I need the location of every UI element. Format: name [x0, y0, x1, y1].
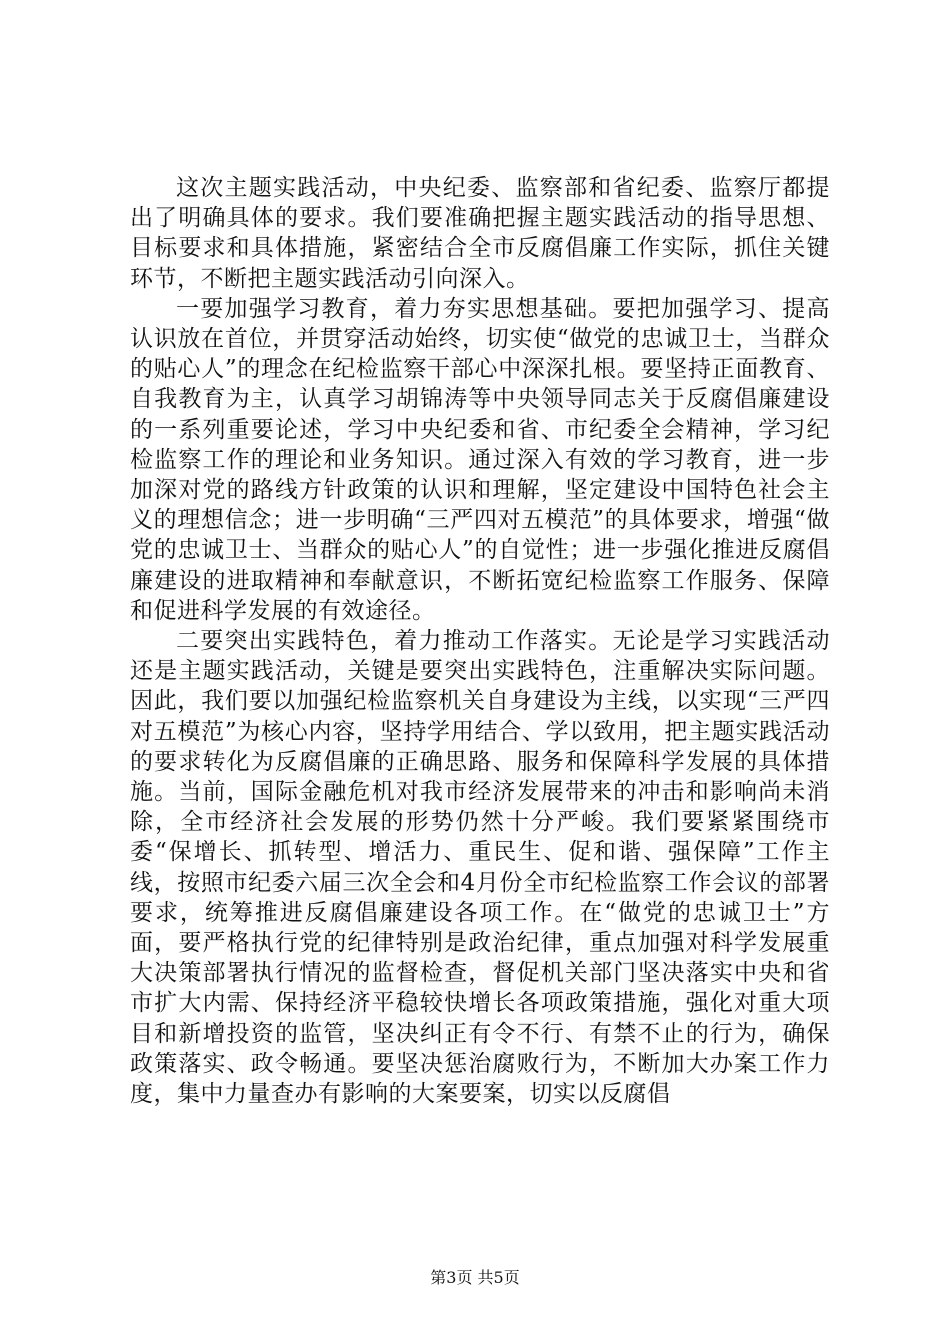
paragraph-practice-features: 二要突出实践特色，着力推动工作落实。无论是学习实践活动还是主题实践活动，关键是要突出实践特色，注重解决实际问题。因此，我们要以加强纪检监察机关自身建设为主线，以实现“三严四对五模范”为核心内容，坚持学用结合、学以致用，把主题实践活动的要求转化为反腐倡廉的正确思路、服务和保障科学发展的具体措施。当前，国际金融危机对我市经济发展带来的冲击和影响尚未消除，全市经济社会发展的形势仍然十分严峻。我们要紧紧围绕市委“保增长、抓转型、增活力、重民生、促和谐、强保障”工作主线，按照市纪委六届三次全会和4月份全市纪检监察工作会议的部署要求，统筹推进反腐倡廉建设各项工作。在“做党的忠诚卫士”方面，要严格执行党的纪律特别是政治纪律，重点加强对科学发展重大决策部署执行情况的监督检查，督促机关部门坚决落实中央和省市扩大内需、保持经济平稳较快增长各项政策措施，强化对重大项目和新增投资的监管，坚决纠正有令不行、有禁不止的行为，确保政策落实、政令畅通。要坚决惩治腐败行为，不断加大办案工作力度，集中力量查办有影响的大案要案，切实以反腐倡: [130, 628, 830, 1108]
document-body: [130, 173, 830, 1109]
paragraph-study-education: 一要加强学习教育，着力夯实思想基础。要把加强学习、提高认识放在首位，并贯穿活动始终，切实使“做党的忠诚卫士，当群众的贴心人”的理念在纪检监察干部心中深深扎根。要坚持正面教育、自我教育为主，认真学习胡锦涛等中央领导同志关于反腐倡廉建设的一系列重要论述，学习中央纪委和省、市纪委全会精神，学习纪检监察工作的理论和业务知识。通过深入有效的学习教育，进一步加深对党的路线方针政策的认识和理解，坚定建设中国特色社会主义的理想信念；进一步明确“三严四对五模范”的具体要求，增强“做党的忠诚卫士、当群众的贴心人”的自觉性；进一步强化推进反腐倡廉建设的进取精神和奉献意识，不断拓宽纪检监察工作服务、保障和促进科学发展的有效途径。: [130, 295, 830, 624]
page-number-footer: 第3页 共5页: [430, 1268, 520, 1287]
paragraph-intro: 这次主题实践活动，中央纪委、监察部和省纪委、监察厅都提出了明确具体的要求。我们要准确把握主题实践活动的指导思想、目标要求和具体措施，紧密结合全市反腐倡廉工作实际，抓住关键环节，不断把主题实践活动引向深入。: [130, 175, 830, 292]
